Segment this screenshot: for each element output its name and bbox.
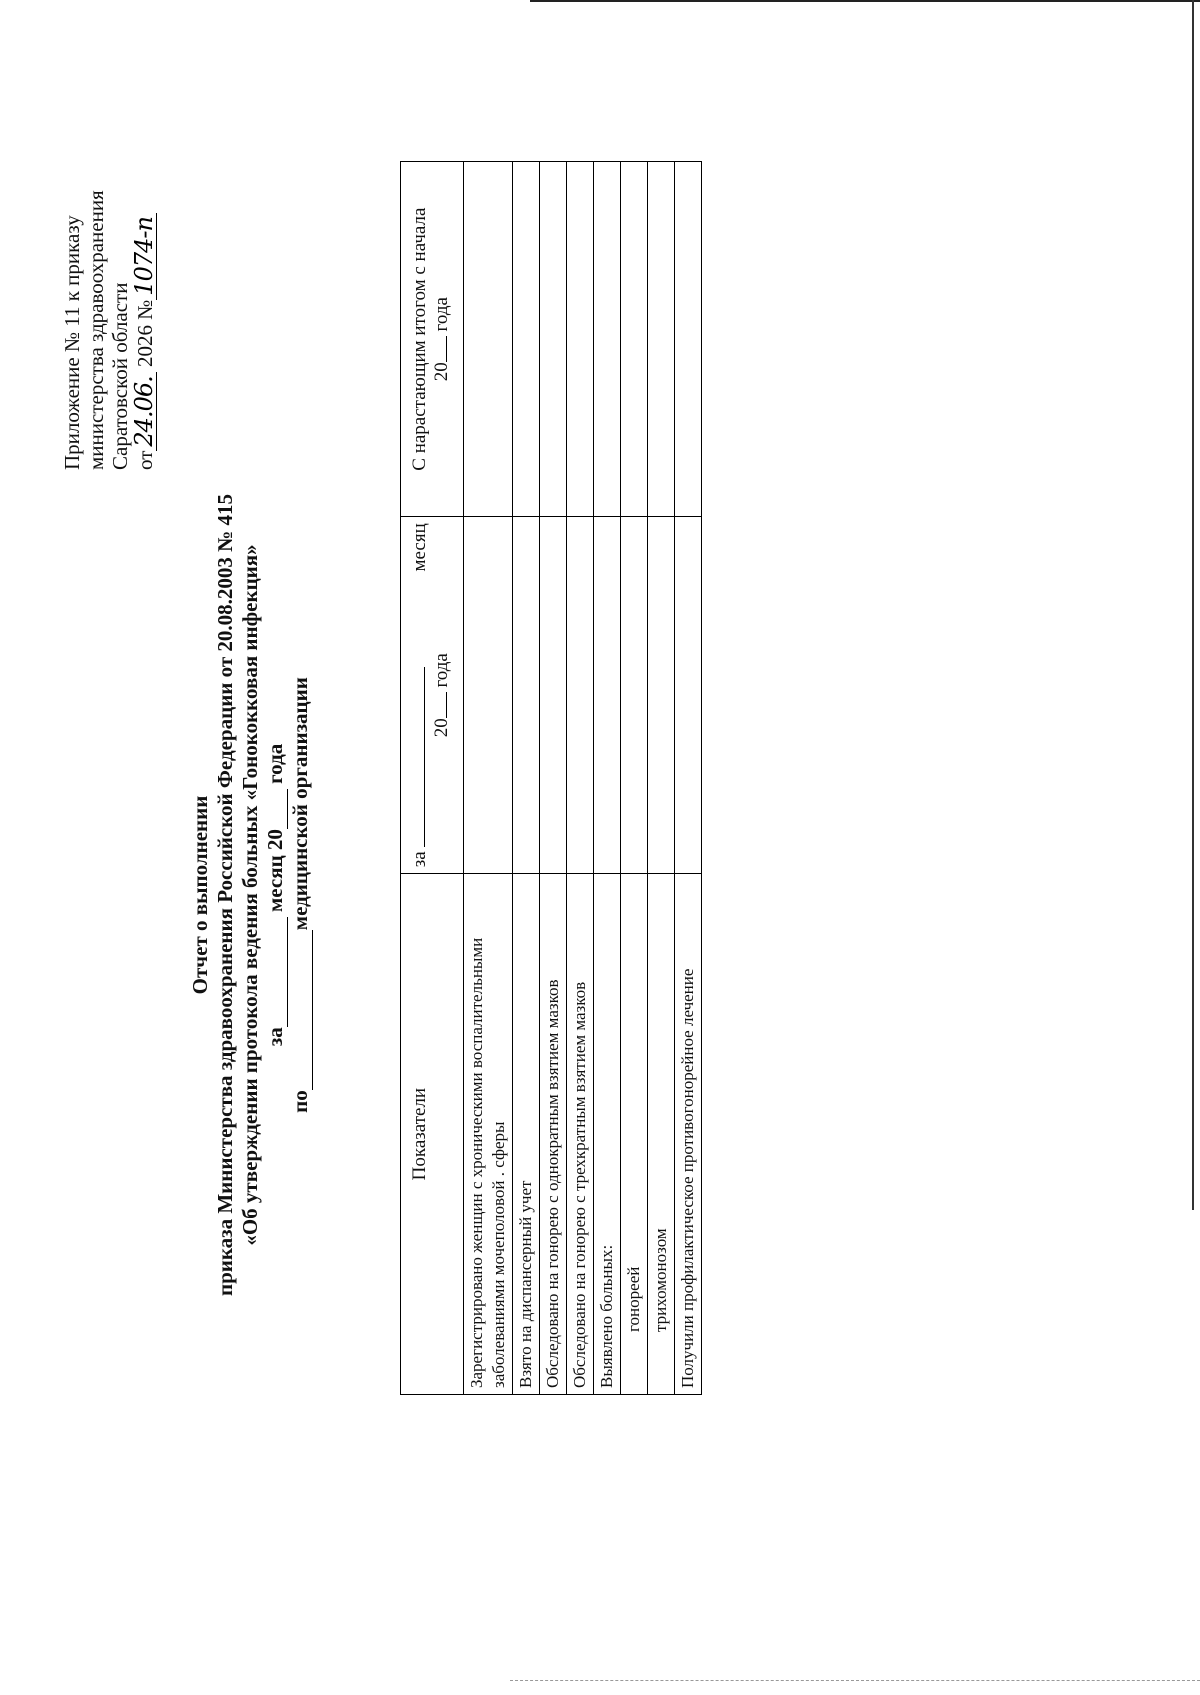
row-cumulative-value: [675, 162, 702, 517]
handwritten-order-number: 1074-п: [132, 213, 157, 300]
title-line-2: приказа Министерства здравоохранения Российской Федерации от 20.08.2003 № 415: [213, 493, 237, 1297]
appendix-block: [60, 190, 157, 470]
row-label: Выявлено больных:: [594, 874, 621, 1395]
title-line-3: «Об утверждении протокола ведения больных «Гонококковая инфекция»: [238, 544, 262, 1246]
table-row: [648, 162, 675, 1395]
row-cumulative-value: [567, 162, 594, 517]
report-table: [400, 161, 702, 1395]
row-label: трихомонозом: [648, 874, 675, 1395]
row-month-value: [540, 517, 567, 874]
table-row: [594, 162, 621, 1395]
appendix-line-1: Приложение № 11 к приказу: [60, 215, 84, 470]
table-row: [464, 162, 513, 1395]
row-label: Взято на диспансерный учет: [513, 874, 540, 1395]
row-label: Получили профилактическое противогонорейное лечение: [675, 874, 702, 1395]
row-month-value: [567, 517, 594, 874]
title-org: медицинской организации: [288, 677, 312, 931]
title-month: месяц 20: [263, 829, 287, 912]
header-month-label: месяц: [409, 523, 430, 572]
row-cumulative-value: [621, 162, 648, 517]
header-month-20: 20: [431, 718, 452, 738]
row-cumulative-value: [540, 162, 567, 517]
title-year: года: [263, 743, 287, 784]
row-month-value: [464, 517, 513, 874]
row-cumulative-value: [648, 162, 675, 517]
header-month: [401, 517, 464, 874]
appendix-from-prefix: от: [133, 450, 157, 470]
header-cumulative-year: года: [431, 297, 452, 332]
title-period-line: [263, 395, 288, 1395]
table-row: [567, 162, 594, 1395]
title-org-line: [288, 395, 313, 1395]
header-month-year: года: [431, 653, 452, 688]
table-row: [621, 162, 648, 1395]
header-cumulative-label: С нарастающим итогом с начала: [409, 207, 430, 471]
row-label: Обследовано на гонорею с трехкратным взятием мазков: [567, 874, 594, 1395]
appendix-line-3: Саратовской области: [108, 282, 132, 470]
title-po: по: [288, 1090, 312, 1113]
row-month-value: [594, 517, 621, 874]
row-month-value: [675, 517, 702, 874]
row-month-value: [513, 517, 540, 874]
row-cumulative-value: [464, 162, 513, 517]
appendix-date-line: [132, 190, 157, 470]
appendix-num-prefix: №: [133, 299, 157, 320]
row-label: Зарегистрировано женщин с хроническими воспалительными заболеваниями мочеполовой . сферы: [464, 874, 513, 1395]
row-month-value: [621, 517, 648, 874]
table-header-row: [401, 162, 464, 1395]
row-label: Обследовано на гонорею с однократным взятием мазков: [540, 874, 567, 1395]
row-cumulative-value: [594, 162, 621, 517]
row-label: гонореей: [621, 874, 648, 1395]
header-cumulative: [401, 162, 464, 517]
table-row: [513, 162, 540, 1395]
row-cumulative-value: [513, 162, 540, 517]
header-month-za: за: [409, 851, 430, 868]
table-row: [540, 162, 567, 1395]
table-row: [675, 162, 702, 1395]
row-month-value: [648, 517, 675, 874]
header-indicators: Показатели: [401, 874, 464, 1395]
appendix-line-2: министерства здравоохранения: [84, 190, 108, 470]
report-title: [188, 395, 313, 1395]
header-cumulative-20: 20: [431, 362, 452, 382]
title-line-1: Отчет о выполнении: [188, 795, 212, 995]
appendix-year: 2026: [133, 325, 157, 367]
handwritten-date: 24.06.: [132, 372, 157, 450]
org-blank: [312, 930, 313, 1090]
title-za: за: [263, 1027, 287, 1047]
